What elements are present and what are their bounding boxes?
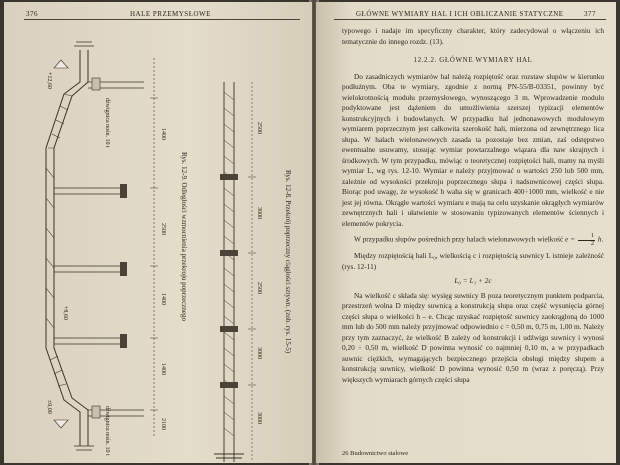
figure-2-caption: Rys. 12-8. Przekrój poprzeczny ciągłości sztywn. (zob. rys. 15-5) bbox=[284, 170, 292, 354]
figure-frame-cross-section bbox=[24, 38, 184, 458]
right-page-body bbox=[342, 26, 604, 385]
fig1-dim-e: 2100 bbox=[160, 418, 166, 430]
figure-1-caption: Rys. 12-9. Odległości wzmocnienia przekroju poprzecznego bbox=[180, 152, 188, 322]
main-formula: L₀ = L₁ + 2c bbox=[454, 276, 492, 285]
intro-paragraph: typowego i nadaje im specyficzny charakter, który zadecydował o włączeniu ich tematycznie do innego rozdz. (13). bbox=[342, 26, 604, 46]
left-header-rule bbox=[24, 19, 300, 20]
paragraph-2 bbox=[342, 233, 604, 247]
fig2-dim-a: 2500 bbox=[256, 122, 262, 134]
fig1-top-level-label: +12,60 bbox=[46, 72, 52, 89]
paragraph-2-formula-lhs: e = bbox=[565, 234, 576, 244]
fig1-crane-top-label: dźwignica nośn. 10 t bbox=[104, 98, 110, 148]
left-page-number: 376 bbox=[26, 10, 38, 18]
right-header-rule bbox=[334, 19, 606, 20]
fig2-dim-b: 3000 bbox=[256, 207, 262, 219]
fig1-mid-level-label: +8,60 bbox=[62, 306, 68, 320]
section-heading: 12.2.2. GŁÓWNE WYMIARY HAL bbox=[413, 56, 533, 64]
figure-column-elevation bbox=[200, 82, 270, 462]
fig1-dim-a: 1400 bbox=[160, 128, 166, 140]
paragraph-2-formula-rhs: h. bbox=[597, 234, 604, 244]
fig1-crane-bottom-label: dźwignica nośn. 10 t bbox=[104, 406, 110, 456]
paragraph-1: Do zasadniczych wymiarów hal należą rozpiętość oraz rozstaw słupów w kierunku podłużnym. Oba te wymiary, zgodnie z normą PN-55/B-03351, powinny być wielokrotnością modułu przemysłowego, wynoszącego 3 m. Wprowadzenie modułu podyktowane jest dążeniem do umożliwienia szerszej typizacji elementów konstrukcyjnych i budowlanych. W przypadku hal jednonawowych modułowym wymiarem poprzecznym jest całkowita szerokość hali, mierzona od zewnętrznego lica słupa. W halach wielonawowych zasada ta pozostaje bez zmian, zaś odstępstwo ewentualne usuwamy, stosując wymiar powtarzalnego wiązara dla naw skrajnych i środkowych. W tym przypadku, mówiąc o teoretycznej rozpiętości hali, mamy na myśli wymiar L, wg rys. 12-10. Wymiar e należy przyjmować o wartości 250 lub 500 mm, zależnie od wysokości przekroju poprzecznego słupa i nadsuwnicowej części słupa. Biorąc pod uwagę, że wysokość h waha się w granicach 400÷1000 mm, wielkość e nie jest jej równa. Okrągłe wartości wymiaru e mają na celu uzyskanie okrągłych wymiarów zewnętrznych hali i ułatwienie w stosowaniu typizowanych elementów ściennych i elementów pokrycia. bbox=[342, 71, 604, 228]
paragraph-4: Na wielkość c składa się: wysięg suwnicy B poza teoretycznym punktem podparcia, przestrzeń wolna D między suwnicą a konstrukcją słupa oraz część wysunięcia górnej części słupa o wielkości h – e. Chcąc uzyskać rozpiętość suwnicy zaokrągloną do 1000 mm lub do 500 mm należy przyjmować odpowiednio c = 0,50 m, 0,75 m, 1,00 m. Należy przy tym zaznaczyć, że wielkość B zależy od konstrukcji i udźwigu suwnicy i wynosi 0,20 ÷ 0,50 m, wielkość D powinna wynosić co najmniej 0,10 m, a w przypadkach suwnic ciężkich, wymagających bezpiecznego przejścia obsługi między słupem a konstrukcją suwnicy, wielkość D powinna wynosić 0,50 m (wraz z poręczą). Przy większych wymiarach górnych części słupa bbox=[342, 290, 604, 384]
fig1-dim-d: 1400 bbox=[160, 363, 166, 375]
paragraph-3: Między rozpiętością hali L₀, wielkością c i rozpiętością suwnicy L istnieje zależność (rys. 12-11) bbox=[342, 251, 604, 271]
fig2-dim-c: 2500 bbox=[256, 282, 262, 294]
page-footer: 26 Budownictwo stalowe bbox=[342, 450, 409, 457]
fig2-dim-e: 3000 bbox=[256, 412, 262, 424]
fig2-dim-d: 3000 bbox=[256, 347, 262, 359]
fraction bbox=[578, 233, 595, 247]
left-running-head: HALE PRZEMYSŁOWE bbox=[130, 10, 211, 18]
fig1-bottom-level-label: ±0,00 bbox=[46, 400, 52, 414]
fig1-dim-b: 2500 bbox=[160, 223, 166, 235]
fraction-denominator: 2 bbox=[590, 239, 595, 247]
fraction-numerator: 1 bbox=[578, 233, 595, 241]
left-page bbox=[4, 2, 312, 463]
paragraph-2-text: W przypadku słupów pośrednich przy halach wielonawowych wielkość bbox=[354, 234, 564, 244]
fig1-dim-c: 1400 bbox=[160, 293, 166, 305]
right-running-head: GŁÓWNE WYMIARY HAL I ICH OBLICZANIE STATYCZNE bbox=[356, 10, 564, 18]
right-page bbox=[316, 2, 616, 463]
right-page-number: 377 bbox=[584, 10, 596, 18]
